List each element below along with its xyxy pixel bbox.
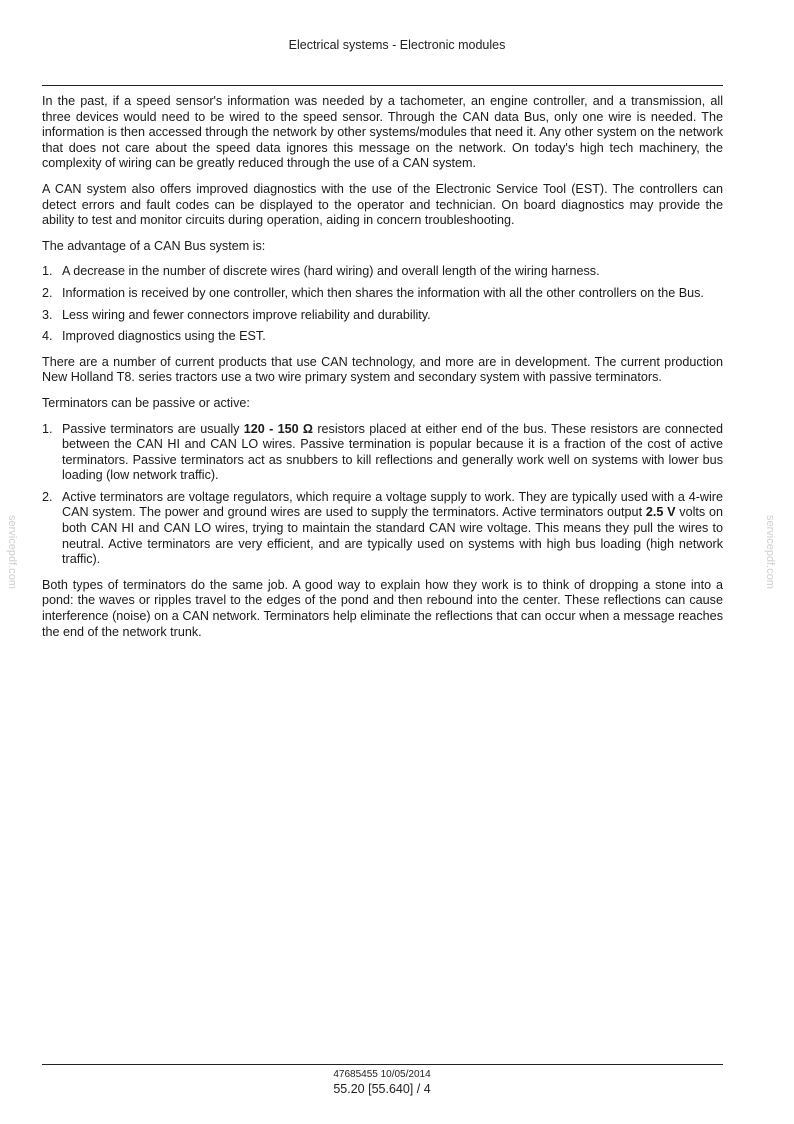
page-header-title: Electrical systems - Electronic modules: [288, 38, 506, 52]
list-item-text: A decrease in the number of discrete wires (hard wiring) and overall length of the wiring harness.: [62, 264, 600, 279]
paragraph-terminators-intro: Terminators can be passive or active:: [42, 395, 250, 410]
list-item-text: Less wiring and fewer connectors improve reliability and durability.: [62, 307, 431, 322]
watermark-left: servicepdf.com: [6, 515, 18, 589]
paragraph-current-products: There are a number of current products that use CAN technology, and more are in development. The current production New Holland T8. series tractors use a two wire primary system and secondary system with passive terminators.: [42, 354, 723, 385]
active-text-post: volts on both CAN HI and CAN LO wires, trying to maintain the standard CAN wire voltage. This means they pull the wires to neutral. Active terminators are very efficient, and are typically used on systems with high bus loading (high network traffic).: [62, 505, 723, 567]
footer-rule: [42, 1064, 723, 1065]
footer-page-reference: 55.20 [55.640] / 4: [333, 1082, 431, 1096]
list-number: 4.: [42, 329, 53, 344]
footer-document-id: 47685455 10/05/2014: [333, 1069, 431, 1080]
passive-text-pre: Passive terminators are usually: [62, 421, 244, 436]
list-item-active: [42, 490, 723, 568]
paragraph-terminator-analogy: Both types of terminators do the same job. A good way to explain how they work is to think of dropping a stone into a pond: the waves or ripples travel to the edges of the pond and then rebound into the center. These reflections can cause interference (noise) on a CAN network. Terminators help eliminate the reflections that can occur when a message reaches the end of the network trunk.: [42, 577, 723, 639]
page-content: [42, 94, 723, 650]
terminators-list: [42, 422, 723, 568]
list-item: [42, 286, 723, 302]
passive-resistance-value: 120 - 150 Ω: [243, 421, 314, 436]
list-item: [42, 264, 723, 280]
list-number: 1.: [42, 264, 53, 279]
advantages-list: [42, 264, 723, 344]
list-number: 2.: [42, 285, 53, 300]
list-item: [42, 308, 723, 324]
active-text-pre: Active terminators are voltage regulators, which require a voltage supply to work. They are typically used with a 4-wire CAN system. The power and ground wires are used to supply the terminators. Active terminators output: [62, 489, 723, 520]
header-rule: [42, 85, 723, 86]
list-item-text: Improved diagnostics using the EST.: [62, 329, 266, 344]
list-item-passive: [42, 422, 723, 484]
paragraph-speed-sensor: In the past, if a speed sensor's information was needed by a tachometer, an engine controller, and a transmission, all three devices would need to be wired to the speed sensor. Through the CAN data Bus, only one wire is needed. The information is then accessed through the network by other systems/modules that need it. Any other system on the network that does not care about the speed data ignores this message on the network. On today's high tech machinery, the complexity of wiring can be greatly reduced through the use of a CAN system.: [42, 94, 723, 171]
list-number: 1.: [42, 421, 53, 436]
list-item: [42, 329, 723, 345]
active-voltage-value: 2.5 V: [645, 505, 676, 520]
passive-text-post: resistors placed at either end of the bus. These resistors are connected between the CAN HI and CAN LO wires. Passive termination is popular because it is a fraction of the cost of active terminators. Passive terminators act as snubbers to kill reflections and generally work well on systems with lower bus loading (low network traffic).: [62, 421, 723, 483]
paragraph-advantage-intro: The advantage of a CAN Bus system is:: [42, 238, 266, 253]
list-number: 3.: [42, 307, 53, 322]
paragraph-diagnostics: A CAN system also offers improved diagnostics with the use of the Electronic Service Tool (EST). The controllers can detect errors and fault codes can be displayed to the operator and technician. On board diagnostics may provide the ability to test and monitor circuits during operation, aiding in concern troubleshooting.: [42, 181, 723, 228]
list-number: 2.: [42, 489, 53, 504]
watermark-right: servicepdf.com: [764, 515, 776, 589]
list-item-text: Information is received by one controller, which then shares the information with all the other controllers on the Bus.: [62, 285, 704, 300]
